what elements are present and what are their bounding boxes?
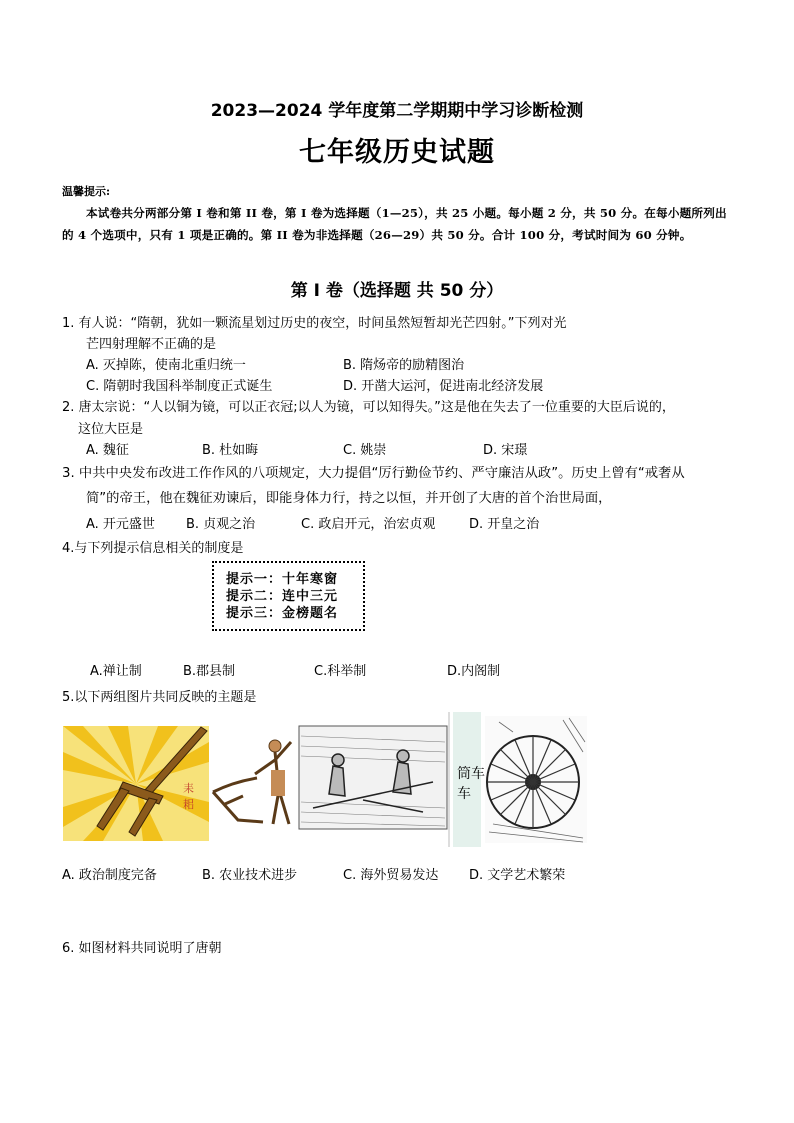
- question-1-option-b: B. 隋炀帝的励精图治: [343, 358, 465, 373]
- question-5-option-c: C. 海外贸易发达: [343, 868, 439, 883]
- question-5-stem: 5.以下两组图片共同反映的主题是: [62, 690, 257, 705]
- question-3-stem: 3. 中共中央发布改进工作作风的八项规定，大力提倡“厉行勤俭节约、严守廉洁从政”。历史上曾有“戒奢从: [62, 466, 685, 481]
- question-1-option-a: A. 灭掉陈，使南北重归统一: [86, 358, 246, 373]
- farming-tools-pictures: [63, 712, 588, 847]
- exam-title: 2023—2024 学年度第二学期期中学习诊断检测: [210, 101, 584, 121]
- question-3-option-a: A. 开元盛世: [86, 517, 155, 532]
- question-1-stem-cont: 芒四射理解不正确的是: [86, 337, 217, 352]
- question-2-option-a: A. 魏征: [86, 443, 129, 458]
- question-6-stem: 6. 如图材料共同说明了唐朝: [62, 941, 222, 956]
- leisi-picture: [63, 726, 209, 841]
- question-1-option-d: D. 开凿大运河，促进南北经济发展: [343, 379, 544, 394]
- question-5-option-a: A. 政治制度完备: [62, 868, 157, 883]
- exam-subject: 七年级历史试题: [299, 137, 495, 168]
- notice-heading: 温馨提示:: [62, 185, 111, 198]
- tongche-label: 筒车: [457, 766, 485, 782]
- question-1-stem: 1. 有人说：“隋朝，犹如一颗流星划过历史的夜空，时间虽然短暂却光芒四射。”下列对光: [62, 316, 567, 331]
- question-4-option-a: A.禅让制: [90, 664, 142, 679]
- question-5-option-d: D. 文学艺术繁荣: [469, 868, 566, 883]
- question-2-stem-cont: 这位大臣是: [78, 422, 144, 437]
- question-4-option-d: D.内阁制: [447, 664, 501, 679]
- woodcut-farmers-picture: [299, 726, 447, 829]
- question-3-stem-cont: 简”的帝王，他在魏征劝谏后，即能身体力行，持之以恒，并开创了大唐的首个治世局面，: [86, 491, 612, 506]
- svg-text:车: 车: [457, 786, 471, 802]
- question-2-option-c: C. 姚崇: [343, 443, 387, 458]
- question-3-option-c: C. 政启开元，治宏贞观: [301, 517, 436, 532]
- hint-box: [212, 561, 365, 631]
- question-4-stem: 4.与下列提示信息相关的制度是: [62, 541, 244, 556]
- svg-text:耜: 耜: [183, 798, 194, 811]
- question-2-option-d: D. 宋璟: [483, 443, 528, 458]
- question-2-stem: 2. 唐太宗说：“人以铜为镜，可以正衣冠;以人为镜，可以知得失。”这是他在失去了一位重要的大臣后说的，: [62, 400, 675, 415]
- tongche-picture: [453, 712, 587, 847]
- section-title: 第 I 卷（选择题 共 50 分）: [290, 281, 504, 301]
- question-4-option-c: C.科举制: [314, 664, 367, 679]
- question-5-option-b: B. 农业技术进步: [202, 868, 298, 883]
- question-4-option-b: B.郡县制: [183, 664, 236, 679]
- question-1-option-c: C. 隋朝时我国科举制度正式诞生: [86, 379, 273, 394]
- notice-body: 本试卷共分两部分第 I 卷和第 II 卷，第 I 卷为选择题（1—25），共 25 小题。每小题 2 分，共 50 分。在每小题所列出的 4 个选项中，只有 1 项是正确的。第 II 卷为非选择题（26—29）共 50 分。合计 100 分，考试时间为 60 分钟。: [62, 206, 727, 242]
- hint-2: 提示二：连中三元: [226, 589, 339, 604]
- question-3-option-d: D. 开皇之治: [469, 517, 540, 532]
- svg-text:耒: 耒: [183, 782, 194, 795]
- question-3-option-b: B. 贞观之治: [186, 517, 256, 532]
- question-2-option-b: B. 杜如晦: [202, 443, 259, 458]
- plow-picture: [213, 740, 291, 824]
- hint-1: 提示一：十年寒窗: [226, 572, 339, 587]
- hint-3: 提示三：金榜题名: [226, 606, 339, 621]
